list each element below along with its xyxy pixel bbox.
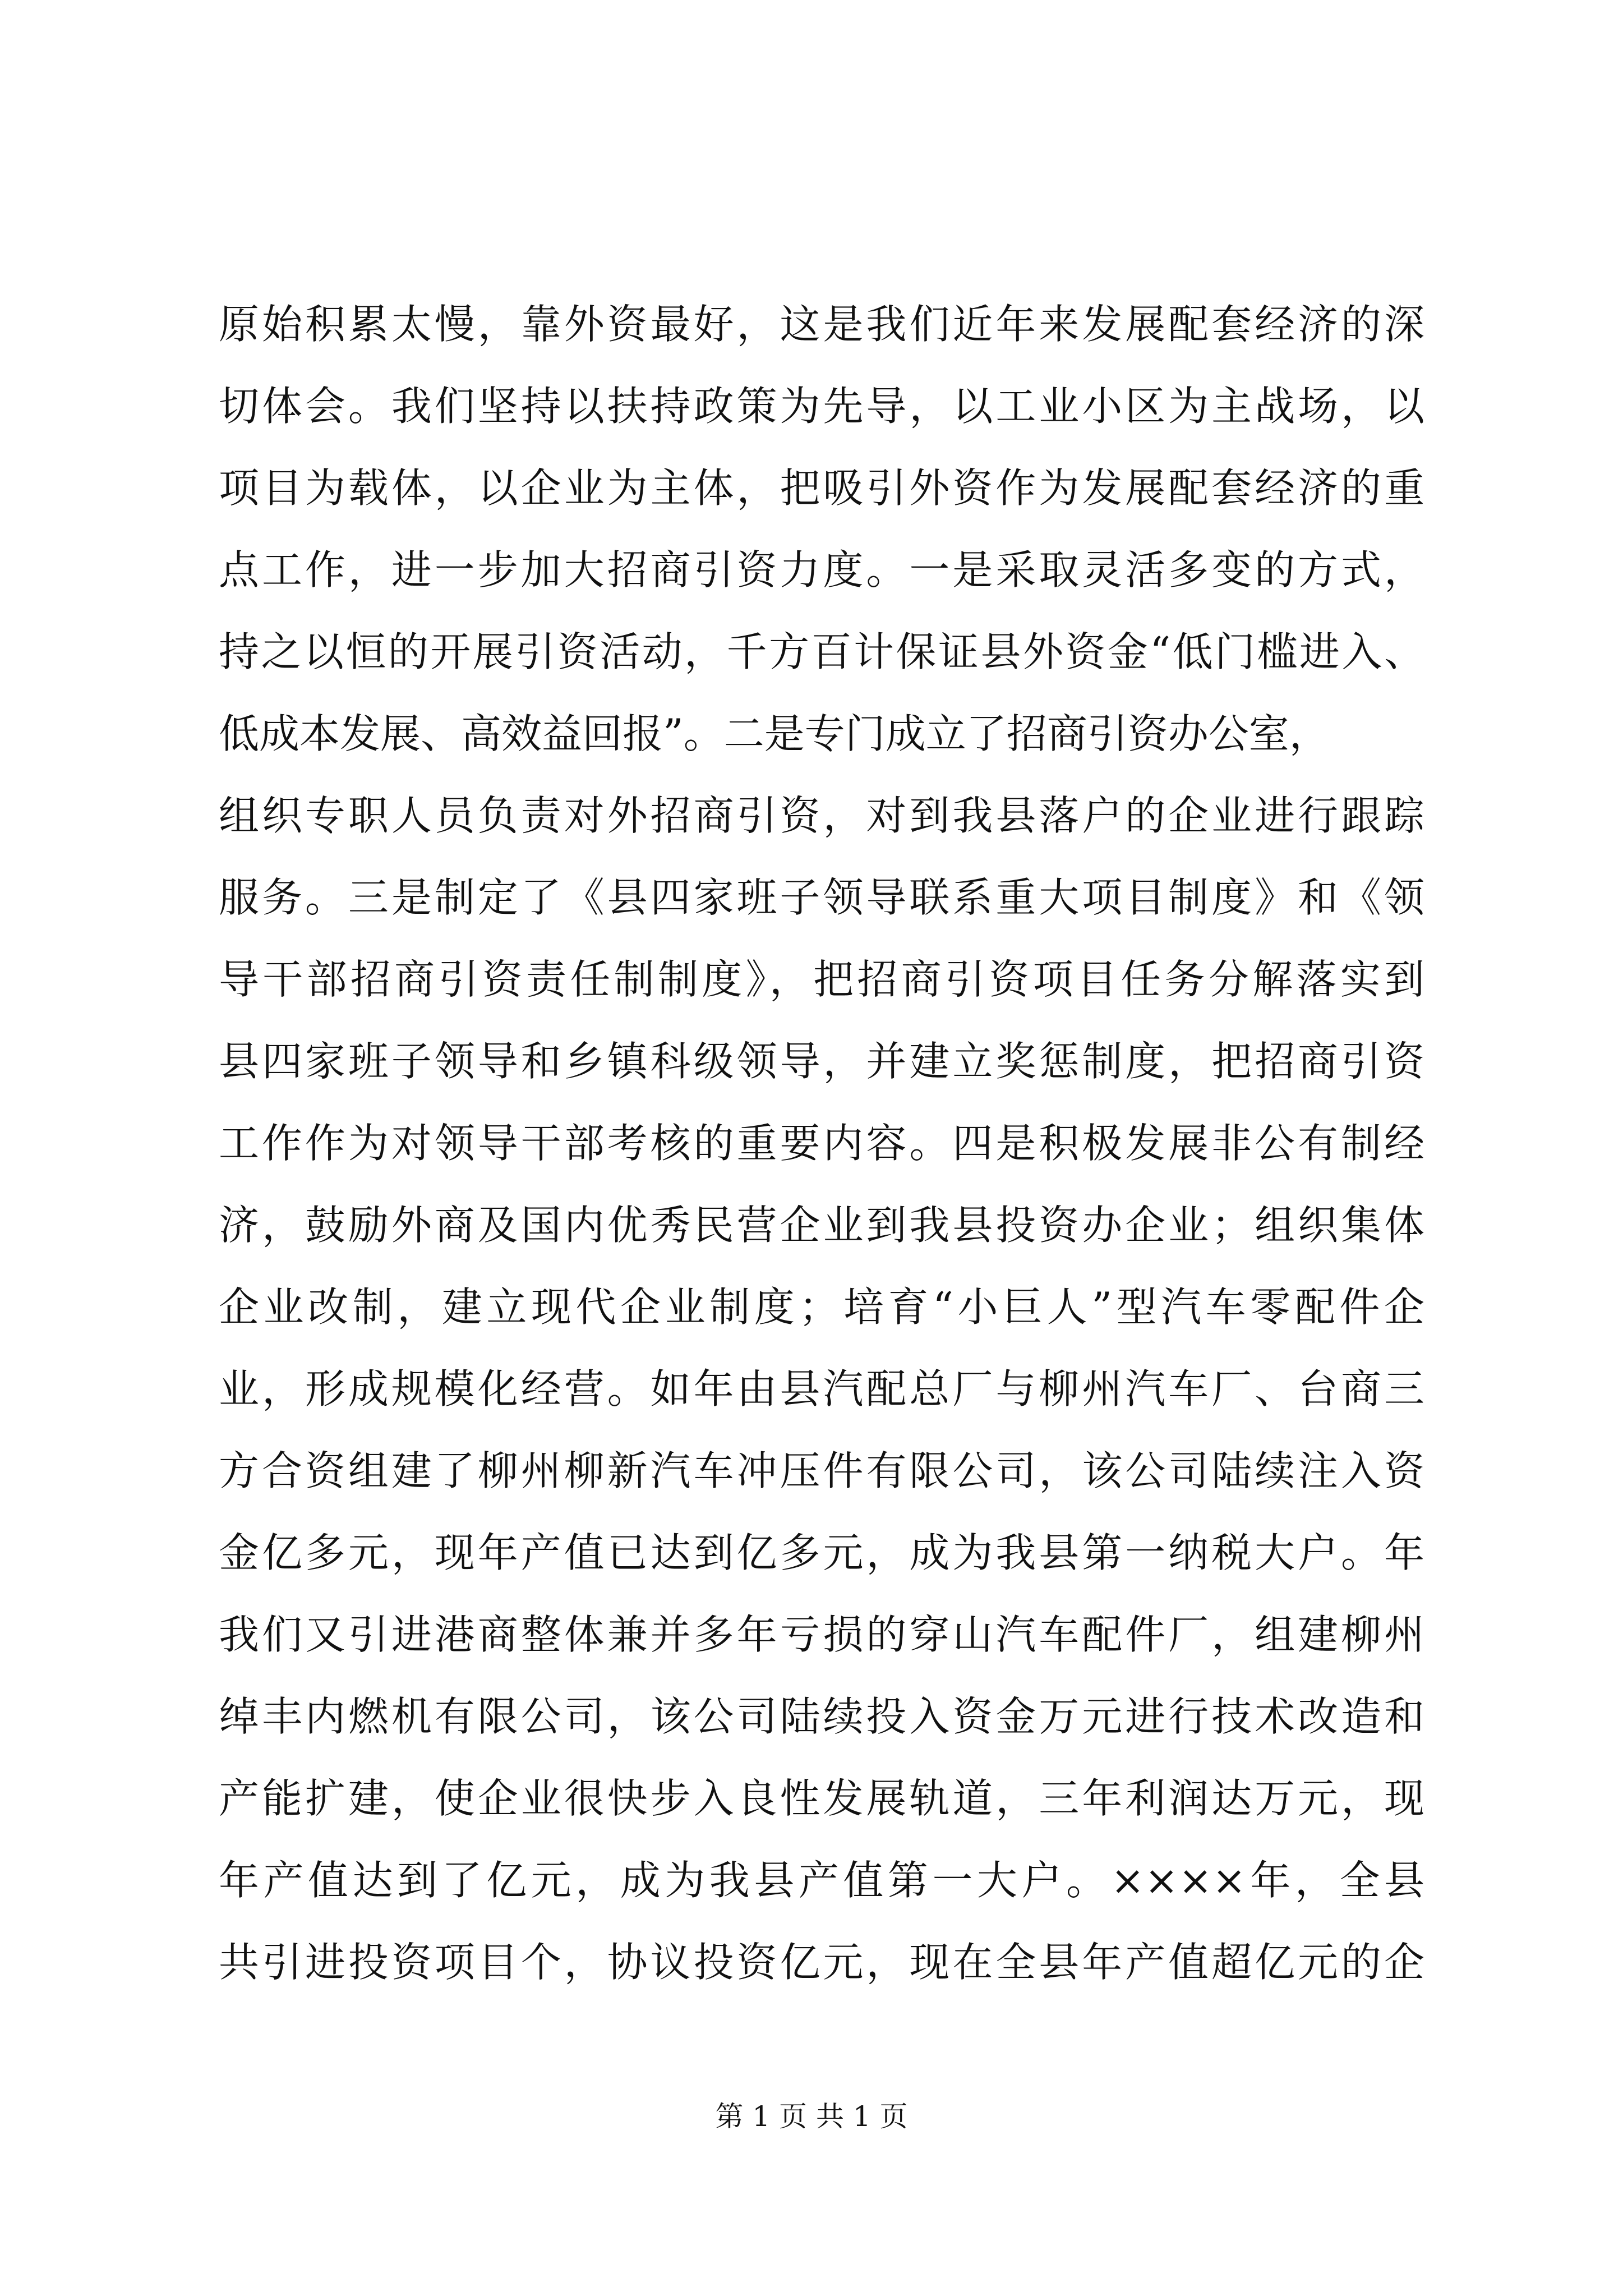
text-line: 切体会。我们坚持以扶持政策为先导，以工业小区为主战场，以: [219, 383, 1424, 430]
text-line: 工作作为对领导干部考核的重要内容。四是积极发展非公有制经: [219, 1120, 1424, 1167]
text-line: 我们又引进港商整体兼并多年亏损的穿山汽车配件厂，组建柳州: [219, 1611, 1424, 1658]
text-line: 年产值达到了亿元，成为我县产值第一大户。××××年，全县: [219, 1857, 1424, 1904]
text-line: 业，形成规模化经营。如年由县汽配总厂与柳州汽车厂、台商三: [219, 1365, 1424, 1412]
text-line: 导干部招商引资责任制制度》，把招商引资项目任务分解落实到: [219, 956, 1424, 1003]
body-text: [219, 283, 1424, 2003]
text-line: 共引进投资项目个，协议投资亿元，现在全县年产值超亿元的企: [219, 1939, 1424, 1986]
page-number: 第 1 页 共 1 页: [715, 2100, 908, 2133]
text-line: 组织专职人员负责对外招商引资，对到我县落户的企业进行跟踪: [219, 792, 1424, 839]
text-line: 服务。三是制定了《县四家班子领导联系重大项目制度》和《领: [219, 874, 1424, 921]
text-line: 金亿多元，现年产值已达到亿多元，成为我县第一纳税大户。年: [219, 1529, 1424, 1576]
text-line: 企业改制，建立现代企业制度；培育“小巨人”型汽车零配件企: [219, 1283, 1424, 1331]
text-line: 绰丰内燃机有限公司，该公司陆续投入资金万元进行技术改造和: [219, 1693, 1424, 1740]
text-line: 产能扩建，使企业很快步入良性发展轨道，三年利润达万元，现: [219, 1775, 1424, 1822]
text-line: 低成本发展、高效益回报”。二是专门成立了招商引资办公室，: [219, 710, 1330, 757]
text-line: 持之以恒的开展引资活动，千方百计保证县外资金“低门槛进入、: [219, 628, 1424, 675]
page-footer: [0, 2097, 1623, 2136]
text-line: 济，鼓励外商及国内优秀民营企业到我县投资办企业；组织集体: [219, 1202, 1424, 1249]
text-line: 原始积累太慢，靠外资最好，这是我们近年来发展配套经济的深: [219, 301, 1424, 348]
text-line: 县四家班子领导和乡镇科级领导，并建立奖惩制度，把招商引资: [219, 1038, 1424, 1085]
text-line: 方合资组建了柳州柳新汽车冲压件有限公司，该公司陆续注入资: [219, 1447, 1424, 1494]
text-line: 点工作，进一步加大招商引资力度。一是采取灵活多变的方式，: [219, 546, 1424, 593]
text-line: 项目为载体，以企业为主体，把吸引外资作为发展配套经济的重: [219, 464, 1424, 512]
